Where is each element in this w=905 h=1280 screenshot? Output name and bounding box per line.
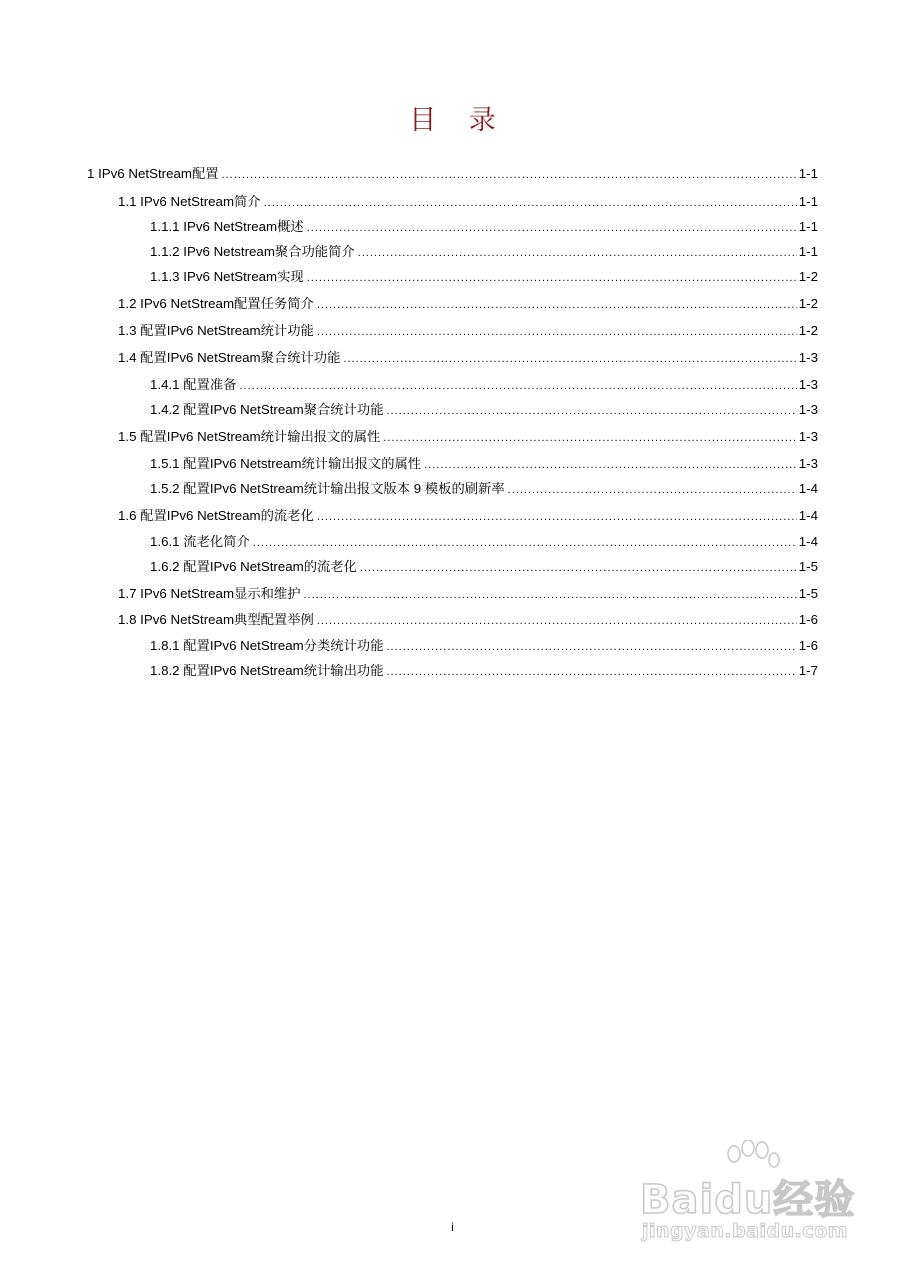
toc-dot-leader bbox=[307, 268, 797, 288]
toc-entry[interactable] bbox=[150, 400, 818, 420]
toc-entry-page: 1-3 bbox=[798, 377, 818, 392]
toc-entry-page: 1-3 bbox=[798, 429, 818, 444]
toc-entry-page: 1-1 bbox=[798, 219, 818, 234]
toc-dot-leader bbox=[304, 585, 797, 605]
page-title: 目 录 bbox=[409, 105, 508, 136]
toc-dot-leader bbox=[358, 243, 797, 263]
toc-entry[interactable] bbox=[150, 479, 818, 499]
toc-entry-label: 1.5.1 配置IPv6 Netstream统计输出报文的属性 bbox=[150, 456, 422, 471]
toc-entry-page: 1-4 bbox=[798, 481, 818, 496]
toc-entry[interactable] bbox=[150, 375, 818, 395]
page-number: i bbox=[451, 1220, 454, 1234]
toc-entry-label: 1.1.2 IPv6 Netstream聚合功能简介 bbox=[150, 244, 355, 259]
toc-entry-page: 1-5 bbox=[798, 586, 818, 601]
toc-dot-leader bbox=[239, 376, 796, 396]
toc-dot-leader bbox=[508, 480, 797, 500]
toc-dot-leader bbox=[253, 533, 797, 553]
toc-entry-page: 1-6 bbox=[798, 612, 818, 627]
toc-entry[interactable] bbox=[118, 294, 818, 314]
toc-dot-leader bbox=[307, 218, 797, 238]
watermark-url: jingyan.baidu.com bbox=[642, 1220, 848, 1242]
toc-dot-leader bbox=[360, 558, 797, 578]
toc-entry[interactable] bbox=[118, 584, 818, 604]
toc-entry-page: 1-2 bbox=[798, 269, 818, 284]
toc-entry-label: 1.1.1 IPv6 NetStream概述 bbox=[150, 219, 304, 234]
toc-entry-page: 1-7 bbox=[798, 663, 818, 678]
toc-entry-label: 1.3 配置IPv6 NetStream统计功能 bbox=[118, 323, 314, 338]
toc-entry-page: 1-1 bbox=[798, 166, 818, 181]
toc-entry-label: 1.6 配置IPv6 NetStream的流老化 bbox=[118, 508, 314, 523]
toc-dot-leader bbox=[264, 193, 797, 213]
toc-entry[interactable] bbox=[118, 192, 818, 212]
toc-dot-leader bbox=[424, 455, 797, 475]
baidu-jingyan-watermark bbox=[640, 1140, 860, 1250]
toc-entry[interactable] bbox=[150, 454, 818, 474]
toc-entry[interactable] bbox=[118, 348, 818, 368]
toc-entry-page: 1-4 bbox=[798, 534, 818, 549]
toc-dot-leader bbox=[343, 349, 796, 369]
toc-dot-leader bbox=[317, 322, 797, 342]
toc-dot-leader bbox=[317, 295, 797, 315]
toc-dot-leader bbox=[387, 637, 797, 657]
toc-entry-page: 1-1 bbox=[798, 194, 818, 209]
toc-entry-label: 1.2 IPv6 NetStream配置任务简介 bbox=[118, 296, 314, 311]
toc-entry-label: 1.4.2 配置IPv6 NetStream聚合统计功能 bbox=[150, 402, 384, 417]
toc-entry[interactable] bbox=[118, 427, 818, 447]
toc-entry[interactable] bbox=[118, 506, 818, 526]
toc-entry-label: 1.8 IPv6 NetStream典型配置举例 bbox=[118, 612, 314, 627]
toc-entry-label: 1.8.1 配置IPv6 NetStream分类统计功能 bbox=[150, 638, 384, 653]
toc-entry-page: 1-3 bbox=[798, 350, 818, 365]
toc-entry[interactable] bbox=[87, 164, 818, 184]
toc-dot-leader bbox=[387, 662, 797, 682]
toc-entry[interactable] bbox=[118, 610, 818, 630]
toc-entry-page: 1-6 bbox=[798, 638, 818, 653]
toc-entry-label: 1 IPv6 NetStream配置 bbox=[87, 166, 219, 181]
toc-entry-page: 1-3 bbox=[798, 402, 818, 417]
toc-entry-page: 1-2 bbox=[798, 323, 818, 338]
toc-entry-label: 1.4.1 配置准备 bbox=[150, 377, 237, 392]
toc-entry-page: 1-1 bbox=[798, 244, 818, 259]
toc-entry-label: 1.7 IPv6 NetStream显示和维护 bbox=[118, 586, 301, 601]
toc-entry-label: 1.1 IPv6 NetStream简介 bbox=[118, 194, 261, 209]
toc-dot-leader bbox=[317, 507, 797, 527]
toc-entry-label: 1.5.2 配置IPv6 NetStream统计输出报文版本 9 模板的刷新率 bbox=[150, 481, 505, 496]
toc-entry-label: 1.6.1 流老化简介 bbox=[150, 534, 250, 549]
toc-entry-label: 1.1.3 IPv6 NetStream实现 bbox=[150, 269, 304, 284]
toc-entry-page: 1-2 bbox=[798, 296, 818, 311]
toc-entry[interactable] bbox=[150, 557, 818, 577]
toc-entry-label: 1.4 配置IPv6 NetStream聚合统计功能 bbox=[118, 350, 341, 365]
toc-entry[interactable] bbox=[150, 242, 818, 262]
toc-entry[interactable] bbox=[150, 661, 818, 681]
toc-entry-page: 1-5 bbox=[798, 559, 818, 574]
toc-entry-page: 1-4 bbox=[798, 508, 818, 523]
toc-entry[interactable] bbox=[150, 532, 818, 552]
toc-dot-leader bbox=[387, 401, 797, 421]
toc-entry[interactable] bbox=[150, 636, 818, 656]
toc-entry-label: 1.6.2 配置IPv6 NetStream的流老化 bbox=[150, 559, 357, 574]
toc-entry-label: 1.5 配置IPv6 NetStream统计输出报文的属性 bbox=[118, 429, 381, 444]
watermark-brand: Baidu经验 bbox=[640, 1177, 856, 1223]
toc-entry-page: 1-3 bbox=[798, 456, 818, 471]
toc-dot-leader bbox=[383, 428, 796, 448]
toc-entry[interactable] bbox=[118, 321, 818, 341]
toc-dot-leader bbox=[222, 165, 797, 185]
toc-entry[interactable] bbox=[150, 217, 818, 237]
toc-dot-leader bbox=[317, 611, 797, 631]
toc-entry-label: 1.8.2 配置IPv6 NetStream统计输出功能 bbox=[150, 663, 384, 678]
toc-entry[interactable] bbox=[150, 267, 818, 287]
